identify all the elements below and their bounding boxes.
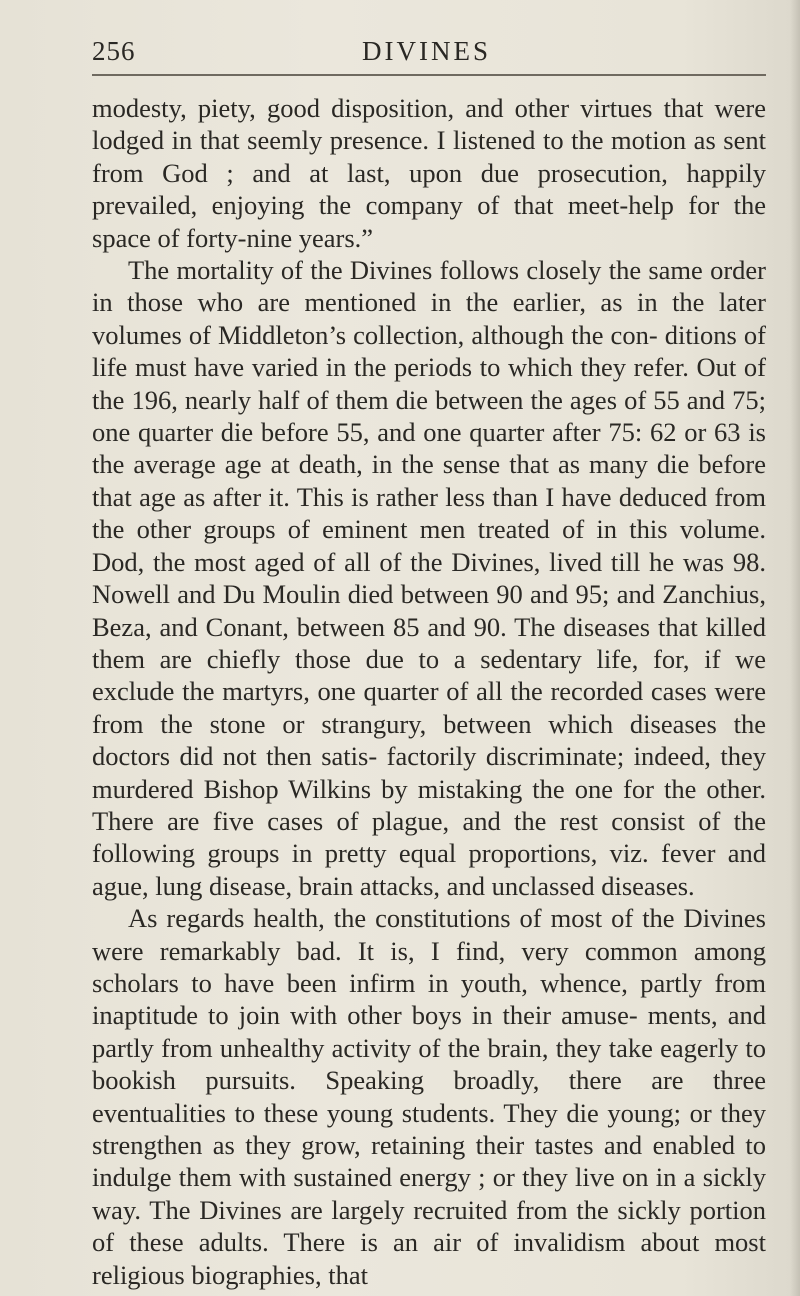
paragraph-mortality: The mortality of the Divines follows closely the same order in those who are mentioned in the earlier, as in the later volumes of Middleton’s collection, although the con- ditions of life must have varied in the periods to which they refer. Out of the 196, nearly half of them die between the ages of 55 and 75; one quarter die before 55, and one quarter after 75: 62 or 63 is the average age at death, in the sense that as many die before that age as after it. This is rather less than I have deduced from the other groups of eminent men treated of in this volume. Dod, the most aged of all of the Divines, lived till he was 98. Nowell and Du Moulin died between 90 and 95; and Zanchius, Beza, and Conant, between 85 and 90. The diseases that killed them are chiefly those due to a sedentary life, for, if we exclude the martyrs, one quarter of all the recorded cases were from the stone or strangury, between which diseases the doctors did not then satis- factorily discriminate; indeed, they murdered Bishop Wilkins by mistaking the one for the other. There are five cases of plague, and the rest consist of the following groups in pretty equal proportions, viz. fever and ague, lung disease, brain attacks, and unclassed diseases. [92,255,766,901]
page-number: 256 [92,36,136,66]
page-header [92,36,764,70]
paragraph-continuation: modesty, piety, good disposition, and other virtues that were lodged in that seemly presence. I listened to the motion as sent from God ; and at last, upon due prosecution, happily prevailed, enjoying the company of that meet-help for the space of forty-nine years.” [92,93,766,253]
paragraph-health: As regards health, the constitutions of most of the Divines were remarkably bad. It is, I find, very common among scholars to have been infirm in youth, whence, partly from inaptitude to join with other boys in their amuse- ments, and partly from unhealthy activity of the brain, they take eagerly to bookish pursuits. Speaking broadly, there are three eventualities to these young students. They die young; or they strengthen as they grow, retaining their tastes and enabled to indulge them with sustained energy ; or they live on in a sickly way. The Divines are largely recruited from the sickly portion of these adults. There is an air of invalidism about most religious biographies, that [92,903,766,1290]
running-head: DIVINES [362,36,491,66]
body-text [92,92,766,1291]
page-edge-shadow [790,0,800,1296]
header-rule [92,74,766,76]
